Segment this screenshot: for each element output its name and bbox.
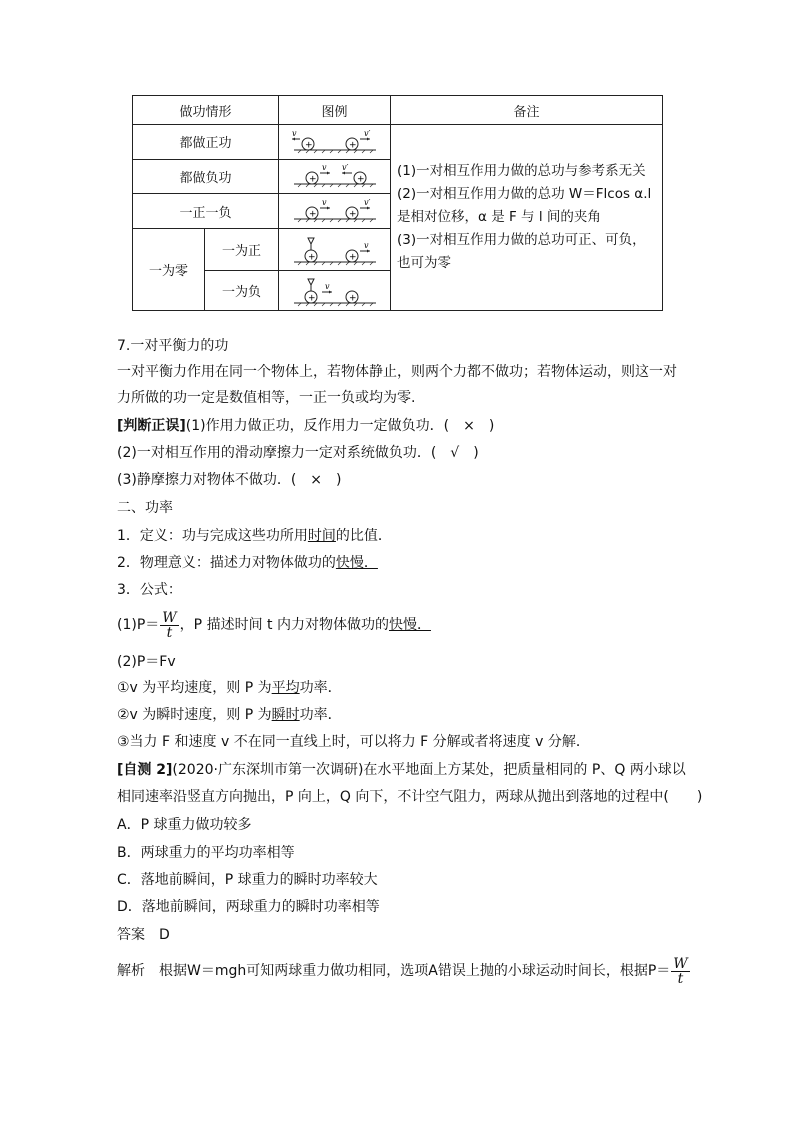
case-both-positive: 都做正功 — [133, 125, 279, 160]
fraction: $\frac{W}{t}$ — [673, 955, 688, 987]
svg-text:v: v — [363, 240, 369, 250]
svg-text:v′: v′ — [363, 129, 370, 138]
case-zero-positive: 一为正 — [205, 229, 279, 271]
note-line: (1)一对相互作用力做的总功与参考系无关 — [397, 163, 646, 179]
svg-text:v: v — [291, 129, 297, 138]
note-line: 也可为零 — [397, 255, 452, 271]
problem-tag: [自测 2] — [117, 762, 173, 778]
option-b: B．两球重力的平均功率相等 — [117, 845, 295, 861]
case-both-negative: 都做负功 — [133, 159, 279, 194]
option-d: D．落地前瞬间，两球重力的瞬时功率相等 — [117, 899, 380, 915]
work-cases-table — [132, 95, 663, 311]
table-row — [133, 125, 663, 160]
zero-positive-diagram — [290, 234, 380, 266]
diagram-cell — [279, 271, 391, 311]
power-case: ③当力 F 和速度 v 不在同一直线上时，可以将力 F 分解或者将速度 v 分解． — [117, 734, 590, 750]
svg-text:v: v — [321, 199, 327, 208]
svg-text:v′: v′ — [341, 164, 348, 173]
svg-text:+: + — [307, 293, 316, 303]
zero-negative-diagram — [290, 275, 380, 307]
power-definition: 1．定义：功与完成这些功所用时间的比值． — [117, 528, 392, 544]
power-formula-label: 3．公式： — [117, 582, 182, 598]
section-7-title: 7.一对平衡力的功 — [117, 338, 229, 354]
option-a: A．P 球重力做功较多 — [117, 817, 252, 833]
judge-item: [判断正误](1)作用力做正功，反作用力一定做负功．( × ) — [117, 418, 495, 434]
svg-text:+: + — [348, 140, 357, 151]
diagram-cell — [279, 159, 391, 194]
svg-text:v′: v′ — [363, 199, 370, 208]
svg-text:+: + — [304, 140, 313, 151]
header-diagram: 图例 — [279, 96, 391, 125]
diagram-cell — [279, 125, 391, 160]
analysis: 解析 根据W＝mgh可知两球重力做功相同，选项A错误上抛的小球运动时间长，根据P＝ $\frac{W}{t}$ — [117, 955, 688, 987]
problem-stem: [自测 2](2020·广东深圳市第一次调研)在水平地面上方某处，把质量相同的 P、Q 两小球以 — [117, 762, 686, 778]
svg-text:+: + — [348, 252, 357, 262]
svg-text:v: v — [321, 164, 327, 173]
note-line: 是相对位移，α 是 F 与 l 间的夹角 — [397, 209, 601, 225]
judge-tag: [判断正误] — [117, 418, 186, 434]
note-line: (3)一对相互作用力做的总功可正、可负， — [397, 232, 646, 248]
notes-cell — [391, 125, 663, 311]
section-7-paragraph-line: 一对平衡力作用在同一个物体上，若物体静止，则两个力都不做功；若物体运动，则这一对 — [117, 364, 677, 380]
table-header-row — [133, 96, 663, 125]
section-7-paragraph-line: 力所做的功一定是数值相等，一正一负或均为零. — [117, 390, 416, 406]
svg-text:+: + — [307, 252, 316, 262]
svg-text:+: + — [308, 174, 317, 185]
case-one-pos-one-neg: 一正一负 — [133, 194, 279, 229]
power-meaning: 2．物理意义：描述力对物体做功的快慢． — [117, 555, 378, 571]
svg-text:+: + — [348, 293, 357, 303]
svg-text:+: + — [348, 209, 357, 220]
both-positive-diagram — [290, 130, 380, 154]
power-case: ①v 为平均速度，则 P 为平均功率． — [117, 680, 342, 696]
power-formula-2: (2)P＝Fv — [117, 654, 176, 670]
one-pos-one-neg-diagram — [290, 199, 380, 223]
both-negative-diagram — [290, 164, 380, 188]
svg-text:+: + — [356, 174, 365, 185]
judge-item: (2)一对相互作用的滑动摩擦力一定对系统做负功．( √ ) — [117, 445, 479, 461]
power-formula-1: (1)P＝ $\frac{W}{t}$ ，P 描述时间 t 内力对物体做功的快慢． — [117, 609, 431, 641]
option-c: C．落地前瞬间，P 球重力的瞬时功率较大 — [117, 872, 378, 888]
power-case: ②v 为瞬时速度，则 P 为瞬时功率． — [117, 707, 342, 723]
section-heading: 二、功率 — [117, 500, 173, 516]
header-note: 备注 — [391, 96, 663, 125]
fraction: $\frac{W}{t}$ — [162, 609, 177, 641]
note-line: (2)一对相互作用力做的总功 W＝Flcos α.l — [397, 186, 652, 202]
svg-text:v: v — [324, 281, 330, 291]
case-zero-negative: 一为负 — [205, 271, 279, 311]
diagram-cell — [279, 229, 391, 271]
case-one-zero: 一为零 — [133, 229, 205, 311]
svg-text:+: + — [308, 209, 317, 220]
judge-item: (3)静摩擦力对物体不做功．( × ) — [117, 472, 342, 488]
header-case: 做功情形 — [133, 96, 279, 125]
diagram-cell — [279, 194, 391, 229]
problem-stem: 相同速率沿竖直方向抛出，P 向上，Q 向下，不计空气阻力，两球从抛出到落地的过程中( ) — [117, 789, 703, 805]
answer: 答案 D — [117, 927, 170, 943]
